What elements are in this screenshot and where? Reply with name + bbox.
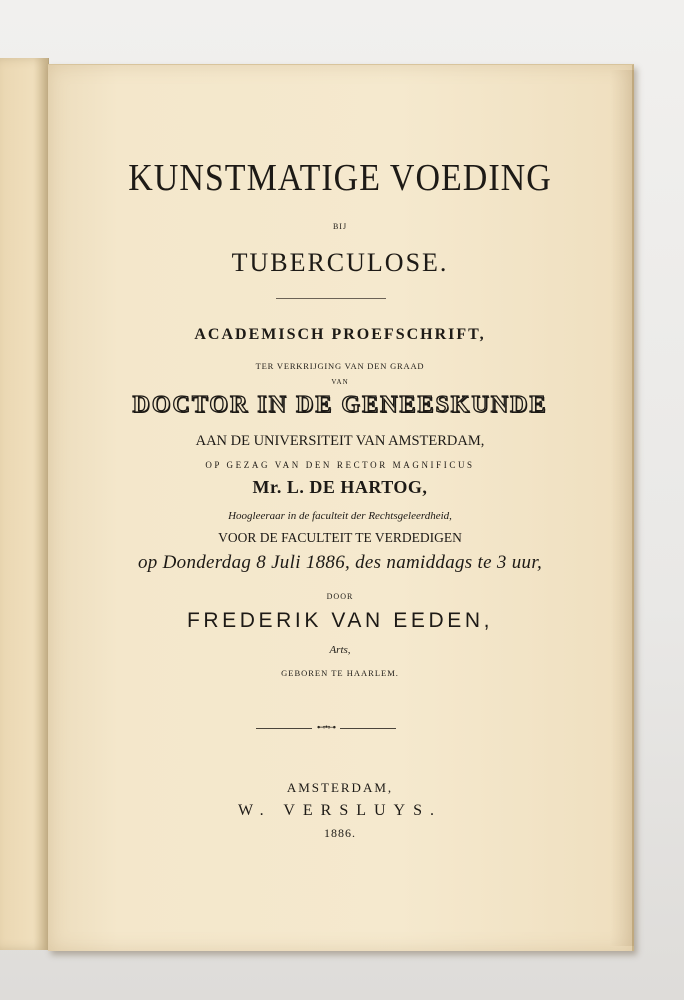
degree-line: DOCTOR IN DE GENEESKUNDE [132, 392, 548, 418]
author-name: FREDERIK VAN EEDEN, [186, 609, 494, 632]
publication-year: 1886. [324, 826, 356, 840]
book-title: KUNSTMATIGE VOEDING [128, 157, 552, 200]
title-connector: BIJ [332, 222, 348, 231]
publisher-city: AMSTERDAM, [286, 780, 394, 795]
van-line: VAN [331, 378, 349, 386]
op-gezag-line: OP GEZAG VAN DEN RECTOR MAGNIFICUS [205, 460, 475, 470]
birthplace-line: GEBOREN TE HAARLEM. [281, 668, 399, 678]
defend-line: VOOR DE FACULTEIT TE VERDEDIGEN [218, 530, 462, 545]
ornament-divider-icon: ⊷•⊶ [256, 726, 396, 732]
title-rule [276, 298, 386, 299]
thesis-label: ACADEMISCH PROEFSCHRIFT, [194, 326, 486, 343]
author-title: Arts, [329, 644, 351, 656]
handwritten-date-line: op Donderdag 8 Juli 1886, des namiddags te 3 uur, [137, 552, 542, 573]
door-line: DOOR [326, 592, 354, 601]
publisher-name: W. VERSLUYS. [237, 802, 443, 819]
ter-verkrijging-line: TER VERKRIJGING VAN DEN GRAAD [255, 361, 425, 371]
rector-title: Hoogleeraar in de faculteit der Rechtsgeleerdheid, [228, 510, 452, 522]
book-subtitle: TUBERCULOSE. [231, 248, 449, 277]
rector-name: Mr. L. DE HARTOG, [252, 477, 428, 497]
university-line: AAN DE UNIVERSITEIT VAN AMSTERDAM, [195, 433, 485, 449]
left-page [0, 58, 49, 950]
